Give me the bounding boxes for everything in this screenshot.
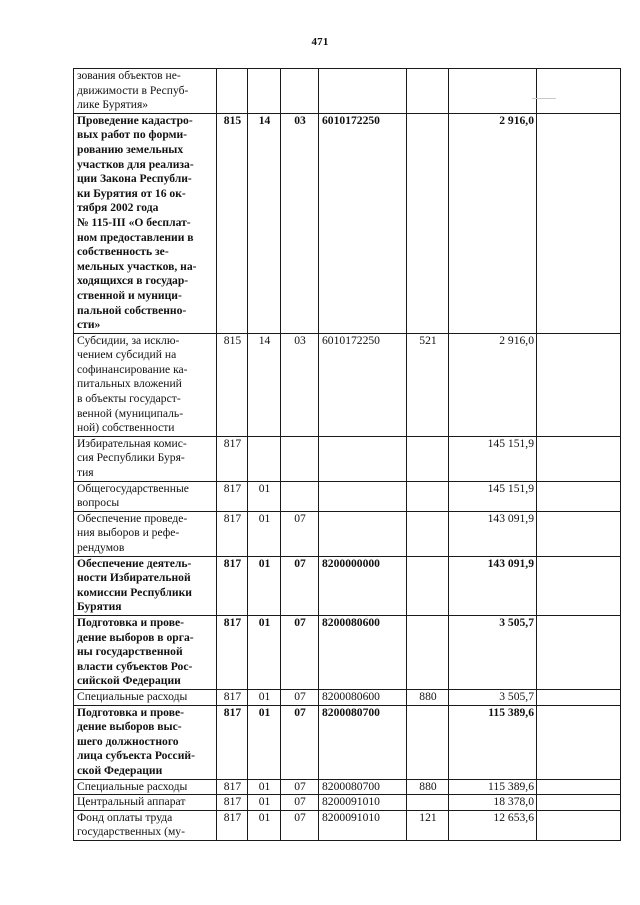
subsection-code-cell: 07 (281, 779, 319, 795)
row-name-line: собственность зе- (77, 245, 169, 259)
section-code-cell: 01 (248, 481, 281, 511)
budget-table-body (74, 69, 621, 841)
row-name-cell (74, 511, 217, 556)
row-name-cell (74, 113, 217, 333)
row-name-cell (74, 689, 217, 705)
amount-cell: 143 091,9 (449, 511, 537, 556)
row-name-line: софинансирование ка- (77, 362, 188, 376)
row-name-cell (74, 795, 217, 811)
budget-table (73, 68, 621, 841)
subsection-code-cell (281, 481, 319, 511)
expense-type-cell (407, 69, 449, 114)
table-row (74, 689, 621, 705)
grbs-code-cell: 817 (217, 436, 248, 481)
row-name-line: комиссии Республики (77, 585, 192, 599)
row-name-line: рованию земельных (77, 142, 184, 156)
row-name-line: сийской Федерации (77, 674, 181, 688)
subsection-code-cell: 07 (281, 511, 319, 556)
table-row (74, 481, 621, 511)
expense-type-cell (407, 436, 449, 481)
grbs-code-cell: 815 (217, 113, 248, 333)
grbs-code-cell: 815 (217, 333, 248, 436)
subsection-code-cell (281, 69, 319, 114)
row-name-cell (74, 436, 217, 481)
row-name-line: рендумов (77, 541, 125, 554)
row-name-line: Подготовка и прове- (77, 705, 184, 719)
table-row (74, 333, 621, 436)
row-name-line: власти субъектов Рос- (77, 659, 193, 673)
row-name-line: Общегосударственные (77, 481, 189, 495)
row-name-cell (74, 779, 217, 795)
target-article-cell: 8200091010 (319, 795, 407, 811)
row-name-line: мельных участков, на- (77, 259, 197, 273)
row-name-line: Избирательная комис- (77, 436, 187, 450)
expense-type-cell: 521 (407, 333, 449, 436)
row-name-line: чением субсидий на (77, 348, 177, 362)
subsection-code-cell (281, 436, 319, 481)
grbs-code-cell: 817 (217, 810, 248, 840)
row-name-line: шего должностного (77, 734, 179, 748)
empty-column-cell (537, 810, 621, 840)
row-name-line: Обеспечение деятель- (77, 556, 192, 570)
grbs-code-cell: 817 (217, 511, 248, 556)
row-name-line: Специальные расходы (77, 689, 188, 703)
section-code-cell: 01 (248, 779, 281, 795)
empty-column-cell (537, 779, 621, 795)
empty-column-cell (537, 615, 621, 689)
expense-type-cell (407, 511, 449, 556)
expense-type-cell (407, 556, 449, 615)
empty-column-cell (537, 333, 621, 436)
expense-type-cell (407, 113, 449, 333)
row-name-line: участков для реализа- (77, 157, 194, 171)
target-article-cell: 8200080600 (319, 615, 407, 689)
row-name-cell (74, 481, 217, 511)
table-row (74, 113, 621, 333)
expense-type-cell (407, 615, 449, 689)
row-name-line: дение выборов в орга- (77, 630, 194, 644)
row-name-line: государственных (му- (77, 825, 185, 839)
section-code-cell: 01 (248, 810, 281, 840)
row-name-cell (74, 556, 217, 615)
amount-cell: 3 505,7 (449, 615, 537, 689)
row-name-line: Специальные расходы (77, 779, 188, 793)
target-article-cell: 8200091010 (319, 810, 407, 840)
amount-cell: 145 151,9 (449, 436, 537, 481)
target-article-cell: 6010172250 (319, 333, 407, 436)
table-row (74, 69, 621, 114)
table-row (74, 810, 621, 840)
page-number: 471 (311, 36, 329, 48)
grbs-code-cell: 817 (217, 615, 248, 689)
row-name-line: дение выборов выс- (77, 720, 182, 734)
target-article-cell: 6010172250 (319, 113, 407, 333)
empty-column-cell (537, 481, 621, 511)
subsection-code-cell: 07 (281, 615, 319, 689)
expense-type-cell: 121 (407, 810, 449, 840)
row-name-line: Центральный аппарат (77, 795, 186, 809)
amount-cell: 143 091,9 (449, 556, 537, 615)
empty-column-cell (537, 113, 621, 333)
section-code-cell (248, 69, 281, 114)
expense-type-cell (407, 705, 449, 779)
row-name-line: в объекты государст- (77, 392, 181, 406)
grbs-code-cell (217, 69, 248, 114)
row-name-line: № 115-III «О бесплат- (77, 215, 191, 229)
row-name-line: Субсидии, за исклю- (77, 333, 180, 347)
amount-cell: 18 378,0 (449, 795, 537, 811)
row-name-cell (74, 615, 217, 689)
empty-column-cell (537, 436, 621, 481)
empty-column-cell (537, 556, 621, 615)
row-name-line: тября 2002 года (77, 201, 159, 215)
section-code-cell: 14 (248, 333, 281, 436)
row-name-line: ния выборов и рефе- (77, 526, 180, 540)
row-name-line: ской Федерации (77, 763, 163, 777)
row-name-line: вопросы (77, 496, 120, 510)
target-article-cell (319, 69, 407, 114)
subsection-code-cell: 07 (281, 810, 319, 840)
row-name-line: ходящихся в государ- (77, 274, 189, 288)
table-row (74, 705, 621, 779)
row-name-line: тия (77, 466, 94, 480)
grbs-code-cell: 817 (217, 705, 248, 779)
row-name-line: пальной собственно- (77, 303, 187, 317)
target-article-cell (319, 511, 407, 556)
row-name-line: питальных вложений (77, 377, 182, 391)
section-code-cell: 01 (248, 511, 281, 556)
amount-cell (449, 69, 537, 114)
target-article-cell: 8200080600 (319, 689, 407, 705)
row-name-line: зования объектов не- (77, 69, 181, 82)
row-name-line: вых работ по форми- (77, 128, 188, 142)
target-article-cell: 8200080700 (319, 779, 407, 795)
subsection-code-cell: 03 (281, 113, 319, 333)
row-name-cell (74, 333, 217, 436)
amount-cell: 2 916,0 (449, 333, 537, 436)
row-name-cell (74, 810, 217, 840)
blank-line-mark (532, 98, 556, 99)
empty-column-cell (537, 689, 621, 705)
empty-column-cell (537, 511, 621, 556)
subsection-code-cell: 07 (281, 689, 319, 705)
grbs-code-cell: 817 (217, 779, 248, 795)
row-name-line: ном предоставлении в (77, 230, 194, 244)
expense-type-cell: 880 (407, 689, 449, 705)
table-row (74, 615, 621, 689)
target-article-cell: 8200080700 (319, 705, 407, 779)
subsection-code-cell: 07 (281, 795, 319, 811)
row-name-line: сия Республики Буря- (77, 451, 185, 465)
table-row (74, 511, 621, 556)
row-name-line: ки Бурятия от 16 ок- (77, 186, 186, 200)
row-name-line: лица субъекта Россий- (77, 749, 195, 763)
row-name-line: венной (муниципаль- (77, 406, 184, 420)
amount-cell: 3 505,7 (449, 689, 537, 705)
target-article-cell: 8200000000 (319, 556, 407, 615)
table-row (74, 436, 621, 481)
amount-cell: 2 916,0 (449, 113, 537, 333)
expense-type-cell: 880 (407, 779, 449, 795)
row-name-line: Обеспечение проведе- (77, 511, 188, 525)
section-code-cell: 01 (248, 556, 281, 615)
empty-column-cell (537, 795, 621, 811)
row-name-line: сти» (77, 318, 101, 332)
section-code-cell: 01 (248, 615, 281, 689)
row-name-line: движимости в Респуб- (77, 83, 189, 97)
section-code-cell: 01 (248, 689, 281, 705)
target-article-cell (319, 436, 407, 481)
section-code-cell: 14 (248, 113, 281, 333)
row-name-line: Бурятия (77, 600, 122, 614)
expense-type-cell (407, 481, 449, 511)
table-row (74, 795, 621, 811)
section-code-cell: 01 (248, 795, 281, 811)
row-name-cell (74, 69, 217, 114)
amount-cell: 145 151,9 (449, 481, 537, 511)
row-name-line: ны государственной (77, 645, 183, 659)
row-name-line: ции Закона Республи- (77, 172, 192, 186)
subsection-code-cell: 03 (281, 333, 319, 436)
expense-type-cell (407, 795, 449, 811)
row-name-line: ной) собственности (77, 421, 175, 435)
table-row (74, 556, 621, 615)
row-name-cell (74, 705, 217, 779)
empty-column-cell (537, 69, 621, 114)
grbs-code-cell: 817 (217, 689, 248, 705)
grbs-code-cell: 817 (217, 556, 248, 615)
row-name-line: Фонд оплаты труда (77, 810, 173, 824)
section-code-cell: 01 (248, 705, 281, 779)
subsection-code-cell: 07 (281, 705, 319, 779)
subsection-code-cell: 07 (281, 556, 319, 615)
row-name-line: ности Избирательной (77, 571, 191, 585)
row-name-line: лике Бурятия» (77, 98, 149, 112)
amount-cell: 115 389,6 (449, 705, 537, 779)
table-row (74, 779, 621, 795)
section-code-cell (248, 436, 281, 481)
amount-cell: 12 653,6 (449, 810, 537, 840)
amount-cell: 115 389,6 (449, 779, 537, 795)
row-name-line: Проведение кадастро- (77, 113, 193, 127)
row-name-line: ственной и муници- (77, 288, 182, 302)
empty-column-cell (537, 705, 621, 779)
target-article-cell (319, 481, 407, 511)
row-name-line: Подготовка и прове- (77, 615, 184, 629)
grbs-code-cell: 817 (217, 795, 248, 811)
grbs-code-cell: 817 (217, 481, 248, 511)
